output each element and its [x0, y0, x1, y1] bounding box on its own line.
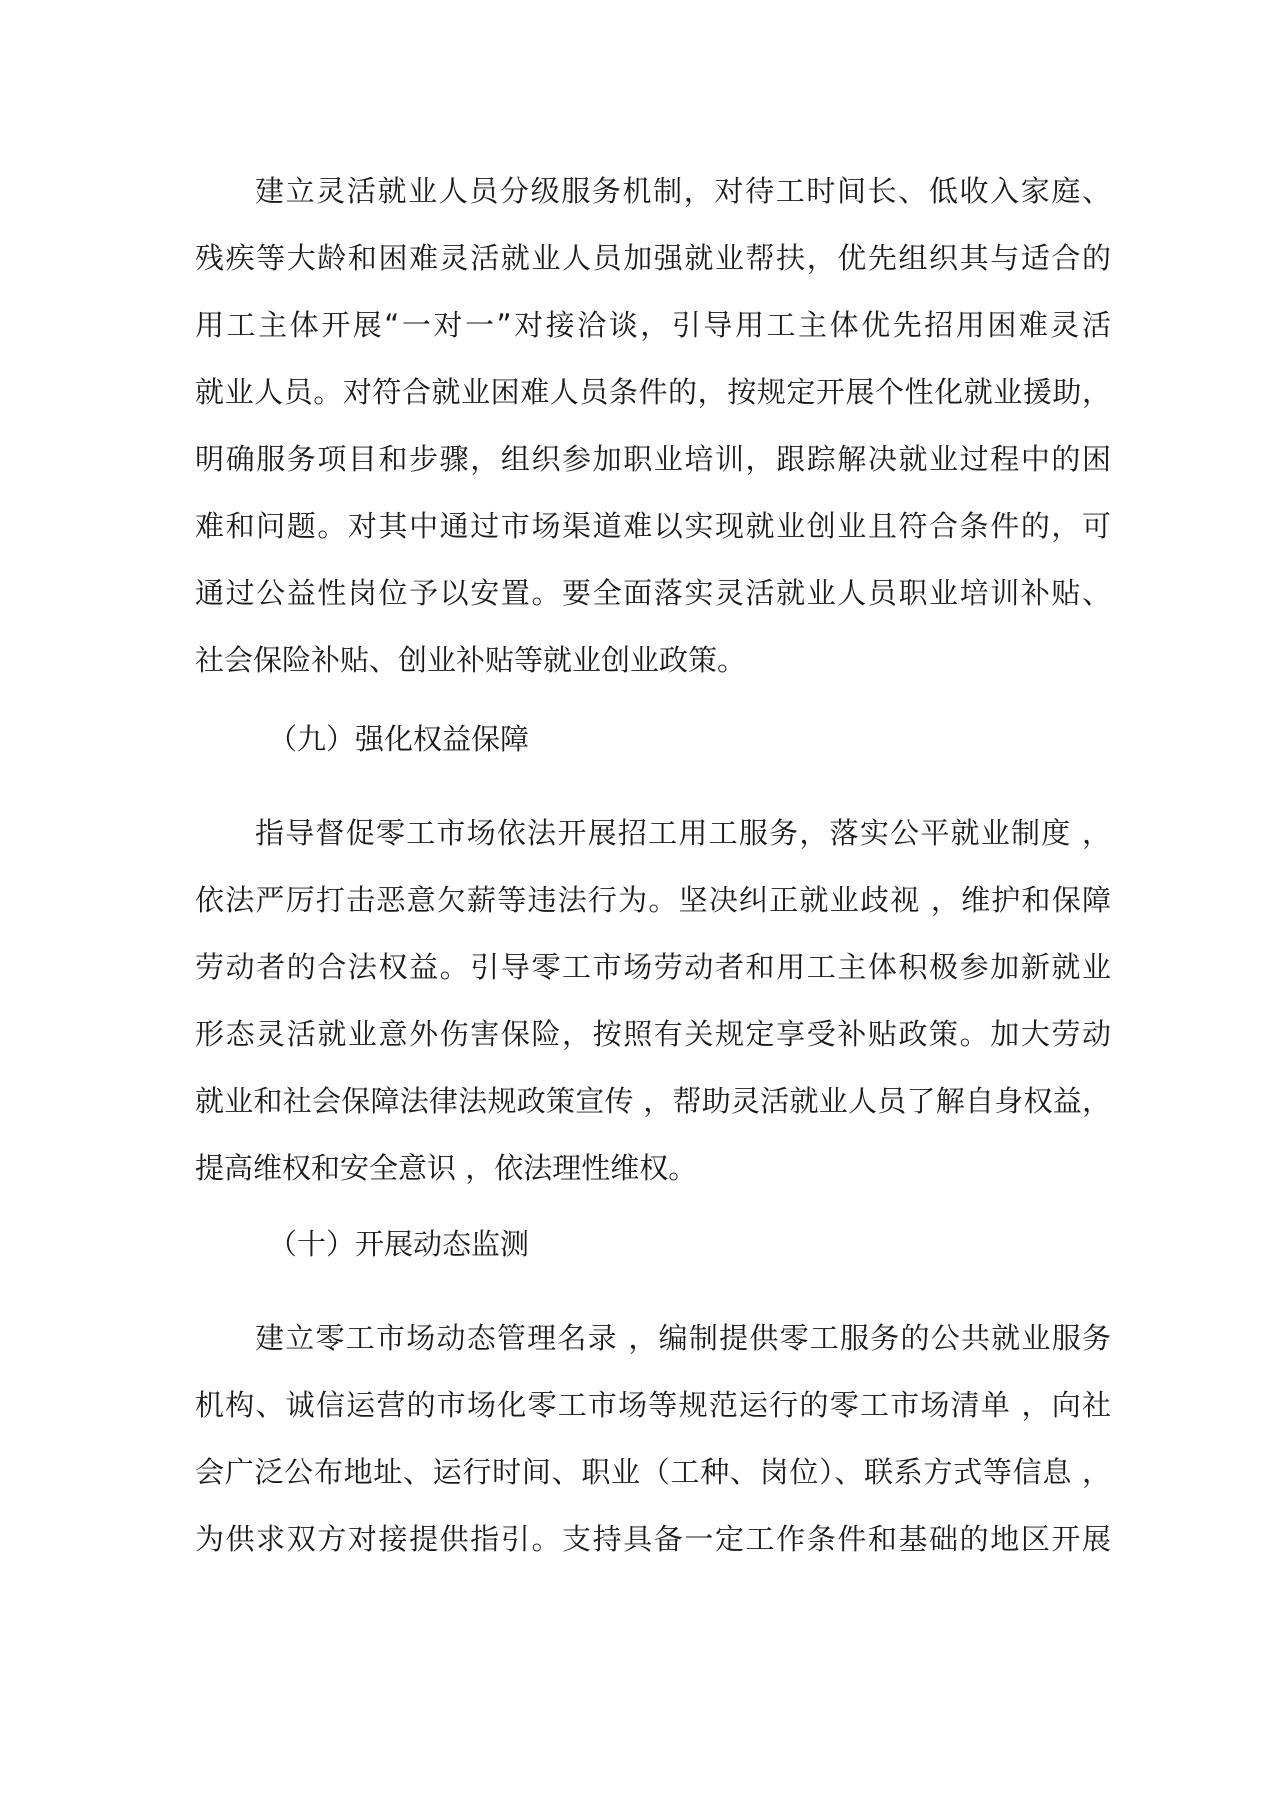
- text-line: 劳动者的合法权益。引导零工市场劳动者和用工主体积极参加新就业: [195, 950, 1111, 984]
- section-heading-10: （十）开展动态监测: [268, 1227, 530, 1261]
- section-heading-9: （九）强化权益保障: [268, 722, 530, 756]
- text-line: 提高维权和安全意识 ，依法理性维权。: [195, 1151, 698, 1185]
- text-line: 建立灵活就业人员分级服务机制，对待工时间长、低收入家庭、: [255, 174, 1111, 208]
- text-line: 指导督促零工市场依法开展招工用工服务，落实公平就业制度 ，: [255, 816, 1111, 850]
- text-line: 明确服务项目和步骤，组织参加职业培训，跟踪解决就业过程中的困: [195, 442, 1111, 476]
- text-line: 形态灵活就业意外伤害保险，按照有关规定享受补贴政策。加大劳动: [195, 1017, 1111, 1051]
- text-line: 会广泛公布地址、运行时间、职业（工种、岗位）、联系方式等信息 ，: [195, 1455, 1111, 1489]
- text-line: 就业和社会保障法律法规政策宣传 ，帮助灵活就业人员了解自身权益，: [195, 1084, 1111, 1118]
- paragraph-rights-protection: [195, 800, 1111, 1202]
- text-line: 为供求双方对接提供指引。支持具备一定工作条件和基础的地区开展: [195, 1522, 1111, 1556]
- text-line: 难和问题。对其中通过市场渠道难以实现就业创业且符合条件的，可: [195, 509, 1111, 543]
- text-line: 就业人员。对符合就业困难人员条件的，按规定开展个性化就业援助，: [195, 375, 1111, 409]
- text-line: 通过公益性岗位予以安置。要全面落实灵活就业人员职业培训补贴、: [195, 576, 1111, 610]
- text-line: 用工主体开展“一对一”对接洽谈，引导用工主体优先招用困难灵活: [195, 308, 1111, 342]
- text-line: 依法严厉打击恶意欠薪等违法行为。坚决纠正就业歧视 ，维护和保障: [195, 883, 1111, 917]
- paragraph-flexible-employment-service: [195, 158, 1111, 694]
- text-line: 机构、诚信运营的市场化零工市场等规范运行的零工市场清单 ，向社: [195, 1388, 1111, 1422]
- text-line: 建立零工市场动态管理名录 ，编制提供零工服务的公共就业服务: [255, 1321, 1111, 1355]
- paragraph-dynamic-monitoring: [195, 1305, 1111, 1573]
- text-line: 残疾等大龄和困难灵活就业人员加强就业帮扶，优先组织其与适合的: [195, 241, 1111, 275]
- text-line: 社会保险补贴、创业补贴等就业创业政策。: [195, 643, 747, 677]
